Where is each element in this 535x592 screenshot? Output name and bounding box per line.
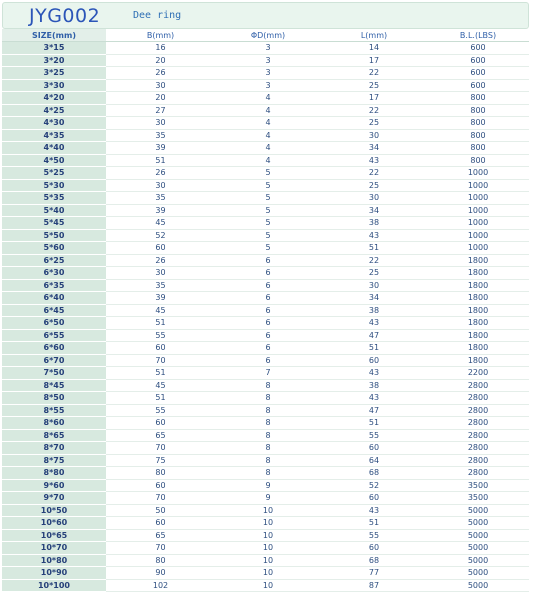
diameter-cell: 4 [215,129,321,142]
size-cell: 3*25 [2,67,106,80]
breaking-load-cell: 5000 [427,542,529,555]
diameter-cell: 5 [215,179,321,192]
l-cell: 43 [321,392,427,405]
size-cell: 8*50 [2,392,106,405]
l-cell: 47 [321,404,427,417]
l-cell: 60 [321,542,427,555]
size-cell: 6*35 [2,279,106,292]
l-cell: 22 [321,104,427,117]
diameter-cell: 6 [215,354,321,367]
b-cell: 51 [106,392,215,405]
breaking-load-cell: 1800 [427,329,529,342]
table-header-row [2,29,529,42]
size-cell: 6*60 [2,342,106,355]
size-cell: 8*80 [2,467,106,480]
size-cell: 3*30 [2,79,106,92]
l-cell: 60 [321,492,427,505]
breaking-load-cell: 2800 [427,404,529,417]
breaking-load-cell: 5000 [427,517,529,530]
b-cell: 39 [106,142,215,155]
table-body [2,42,529,592]
b-cell: 60 [106,342,215,355]
size-cell: 8*75 [2,454,106,467]
b-cell: 70 [106,442,215,455]
b-cell: 60 [106,517,215,530]
breaking-load-cell: 2800 [427,417,529,430]
table-row [2,554,529,567]
table-row [2,317,529,330]
l-cell: 25 [321,267,427,280]
size-cell: 4*35 [2,129,106,142]
diameter-cell: 4 [215,104,321,117]
b-cell: 51 [106,317,215,330]
l-cell: 51 [321,342,427,355]
b-cell: 55 [106,404,215,417]
size-cell: 10*60 [2,517,106,530]
size-cell: 8*60 [2,417,106,430]
size-cell: 5*40 [2,204,106,217]
l-cell: 25 [321,179,427,192]
size-cell: 4*30 [2,117,106,130]
breaking-load-cell: 800 [427,117,529,130]
breaking-load-cell: 1800 [427,254,529,267]
table-row [2,104,529,117]
diameter-cell: 3 [215,67,321,80]
l-cell: 51 [321,417,427,430]
size-cell: 5*45 [2,217,106,230]
size-cell: 8*70 [2,442,106,455]
diameter-cell: 6 [215,267,321,280]
breaking-load-cell: 600 [427,67,529,80]
b-cell: 30 [106,267,215,280]
table-row [2,254,529,267]
breaking-load-cell: 1000 [427,217,529,230]
table-row [2,179,529,192]
b-cell: 75 [106,454,215,467]
diameter-cell: 5 [215,167,321,180]
size-cell: 4*50 [2,154,106,167]
l-cell: 68 [321,467,427,480]
l-cell: 51 [321,242,427,255]
column-header-breaking-load: B.L.(LBS) [427,29,529,42]
size-cell: 10*80 [2,554,106,567]
l-cell: 25 [321,79,427,92]
l-cell: 38 [321,304,427,317]
size-cell: 5*30 [2,179,106,192]
breaking-load-cell: 3500 [427,479,529,492]
column-header-b: B(mm) [106,29,215,42]
breaking-load-cell: 600 [427,54,529,67]
l-cell: 30 [321,129,427,142]
diameter-cell: 6 [215,292,321,305]
diameter-cell: 10 [215,567,321,580]
size-cell: 9*60 [2,479,106,492]
size-cell: 3*15 [2,42,106,55]
breaking-load-cell: 5000 [427,579,529,592]
size-cell: 6*50 [2,317,106,330]
diameter-cell: 8 [215,454,321,467]
breaking-load-cell: 2800 [427,454,529,467]
b-cell: 65 [106,429,215,442]
table-row [2,504,529,517]
size-cell: 10*50 [2,504,106,517]
breaking-load-cell: 1800 [427,267,529,280]
b-cell: 20 [106,54,215,67]
b-cell: 39 [106,204,215,217]
b-cell: 26 [106,67,215,80]
table-row [2,217,529,230]
table-row [2,304,529,317]
size-cell: 9*70 [2,492,106,505]
b-cell: 102 [106,579,215,592]
l-cell: 77 [321,567,427,580]
b-cell: 27 [106,104,215,117]
table-row [2,392,529,405]
column-header-diameter: ΦD(mm) [215,29,321,42]
diameter-cell: 6 [215,279,321,292]
table-row [2,417,529,430]
b-cell: 80 [106,467,215,480]
size-cell: 6*45 [2,304,106,317]
b-cell: 45 [106,217,215,230]
b-cell: 52 [106,229,215,242]
size-cell: 10*70 [2,542,106,555]
breaking-load-cell: 600 [427,79,529,92]
breaking-load-cell: 800 [427,92,529,105]
diameter-cell: 8 [215,442,321,455]
b-cell: 60 [106,479,215,492]
diameter-cell: 10 [215,517,321,530]
table-row [2,454,529,467]
table-row [2,42,529,55]
l-cell: 30 [321,192,427,205]
size-cell: 8*65 [2,429,106,442]
table-row [2,379,529,392]
table-row [2,117,529,130]
diameter-cell: 5 [215,217,321,230]
table-row [2,167,529,180]
size-cell: 3*20 [2,54,106,67]
b-cell: 45 [106,379,215,392]
l-cell: 22 [321,254,427,267]
size-cell: 7*50 [2,367,106,380]
breaking-load-cell: 1800 [427,354,529,367]
size-cell: 5*60 [2,242,106,255]
table-row [2,529,529,542]
l-cell: 60 [321,354,427,367]
b-cell: 20 [106,92,215,105]
diameter-cell: 3 [215,42,321,55]
diameter-cell: 3 [215,79,321,92]
breaking-load-cell: 1000 [427,204,529,217]
table-row [2,204,529,217]
size-cell: 4*40 [2,142,106,155]
l-cell: 55 [321,429,427,442]
table-row [2,267,529,280]
table-row [2,292,529,305]
diameter-cell: 4 [215,154,321,167]
diameter-cell: 6 [215,329,321,342]
b-cell: 45 [106,304,215,317]
l-cell: 14 [321,42,427,55]
l-cell: 34 [321,292,427,305]
breaking-load-cell: 2800 [427,467,529,480]
l-cell: 38 [321,379,427,392]
table-row [2,467,529,480]
table-row [2,154,529,167]
l-cell: 43 [321,367,427,380]
size-cell: 5*25 [2,167,106,180]
breaking-load-cell: 800 [427,104,529,117]
b-cell: 26 [106,167,215,180]
size-cell: 10*90 [2,567,106,580]
breaking-load-cell: 1800 [427,304,529,317]
breaking-load-cell: 1000 [427,167,529,180]
b-cell: 30 [106,179,215,192]
l-cell: 30 [321,279,427,292]
diameter-cell: 10 [215,504,321,517]
breaking-load-cell: 1800 [427,342,529,355]
table-row [2,517,529,530]
diameter-cell: 9 [215,479,321,492]
column-header-l: L(mm) [321,29,427,42]
table-row [2,229,529,242]
diameter-cell: 6 [215,304,321,317]
size-cell: 10*65 [2,529,106,542]
l-cell: 55 [321,529,427,542]
diameter-cell: 8 [215,392,321,405]
table-row [2,579,529,592]
l-cell: 87 [321,579,427,592]
l-cell: 60 [321,442,427,455]
table-row [2,354,529,367]
breaking-load-cell: 1000 [427,242,529,255]
b-cell: 65 [106,529,215,542]
b-cell: 55 [106,329,215,342]
breaking-load-cell: 1800 [427,292,529,305]
table-row [2,142,529,155]
diameter-cell: 10 [215,529,321,542]
table-row [2,404,529,417]
l-cell: 68 [321,554,427,567]
breaking-load-cell: 3500 [427,492,529,505]
l-cell: 22 [321,167,427,180]
breaking-load-cell: 1000 [427,179,529,192]
l-cell: 52 [321,479,427,492]
breaking-load-cell: 1800 [427,317,529,330]
diameter-cell: 4 [215,92,321,105]
table-row [2,67,529,80]
l-cell: 43 [321,154,427,167]
table-row [2,342,529,355]
size-cell: 4*20 [2,92,106,105]
b-cell: 16 [106,42,215,55]
diameter-cell: 8 [215,417,321,430]
l-cell: 47 [321,329,427,342]
breaking-load-cell: 2800 [427,442,529,455]
size-cell: 6*25 [2,254,106,267]
table-row [2,442,529,455]
l-cell: 17 [321,54,427,67]
size-cell: 8*45 [2,379,106,392]
l-cell: 51 [321,517,427,530]
breaking-load-cell: 5000 [427,554,529,567]
diameter-cell: 3 [215,54,321,67]
b-cell: 80 [106,554,215,567]
table-row [2,567,529,580]
product-code: JYG002 [29,5,101,27]
table-row [2,279,529,292]
b-cell: 39 [106,292,215,305]
diameter-cell: 5 [215,229,321,242]
size-cell: 5*50 [2,229,106,242]
l-cell: 17 [321,92,427,105]
diameter-cell: 5 [215,242,321,255]
diameter-cell: 8 [215,404,321,417]
size-cell: 10*100 [2,579,106,592]
b-cell: 50 [106,504,215,517]
b-cell: 60 [106,242,215,255]
l-cell: 34 [321,204,427,217]
breaking-load-cell: 5000 [427,504,529,517]
diameter-cell: 6 [215,342,321,355]
b-cell: 30 [106,79,215,92]
diameter-cell: 4 [215,117,321,130]
table-row [2,429,529,442]
b-cell: 51 [106,154,215,167]
diameter-cell: 9 [215,492,321,505]
breaking-load-cell: 800 [427,142,529,155]
table-row [2,129,529,142]
b-cell: 35 [106,279,215,292]
diameter-cell: 6 [215,317,321,330]
breaking-load-cell: 1800 [427,279,529,292]
table-row [2,329,529,342]
b-cell: 70 [106,542,215,555]
b-cell: 60 [106,417,215,430]
l-cell: 64 [321,454,427,467]
table-row [2,242,529,255]
b-cell: 70 [106,492,215,505]
table-row [2,54,529,67]
breaking-load-cell: 5000 [427,529,529,542]
l-cell: 22 [321,67,427,80]
breaking-load-cell: 2200 [427,367,529,380]
diameter-cell: 10 [215,579,321,592]
l-cell: 25 [321,117,427,130]
diameter-cell: 10 [215,554,321,567]
diameter-cell: 6 [215,254,321,267]
table-row [2,367,529,380]
size-cell: 6*40 [2,292,106,305]
breaking-load-cell: 2800 [427,379,529,392]
size-cell: 6*70 [2,354,106,367]
b-cell: 30 [106,117,215,130]
breaking-load-cell: 600 [427,42,529,55]
diameter-cell: 7 [215,367,321,380]
diameter-cell: 4 [215,142,321,155]
breaking-load-cell: 1000 [427,229,529,242]
size-cell: 8*55 [2,404,106,417]
diameter-cell: 8 [215,379,321,392]
b-cell: 26 [106,254,215,267]
title-bar [2,2,529,29]
breaking-load-cell: 2800 [427,392,529,405]
breaking-load-cell: 800 [427,129,529,142]
l-cell: 43 [321,504,427,517]
size-cell: 4*25 [2,104,106,117]
diameter-cell: 5 [215,204,321,217]
size-cell: 6*55 [2,329,106,342]
b-cell: 90 [106,567,215,580]
size-cell: 5*35 [2,192,106,205]
b-cell: 70 [106,354,215,367]
table-row [2,192,529,205]
table-row [2,492,529,505]
column-header-size: SIZE(mm) [2,29,106,42]
l-cell: 34 [321,142,427,155]
table-row [2,92,529,105]
diameter-cell: 8 [215,467,321,480]
diameter-cell: 5 [215,192,321,205]
breaking-load-cell: 2800 [427,429,529,442]
product-description: Dee ring [133,10,182,21]
b-cell: 51 [106,367,215,380]
breaking-load-cell: 1000 [427,192,529,205]
diameter-cell: 10 [215,542,321,555]
size-cell: 6*30 [2,267,106,280]
b-cell: 35 [106,192,215,205]
l-cell: 38 [321,217,427,230]
table-row [2,542,529,555]
l-cell: 43 [321,317,427,330]
spec-table [2,29,529,592]
b-cell: 35 [106,129,215,142]
table-row [2,479,529,492]
diameter-cell: 8 [215,429,321,442]
l-cell: 43 [321,229,427,242]
breaking-load-cell: 5000 [427,567,529,580]
breaking-load-cell: 800 [427,154,529,167]
table-row [2,79,529,92]
